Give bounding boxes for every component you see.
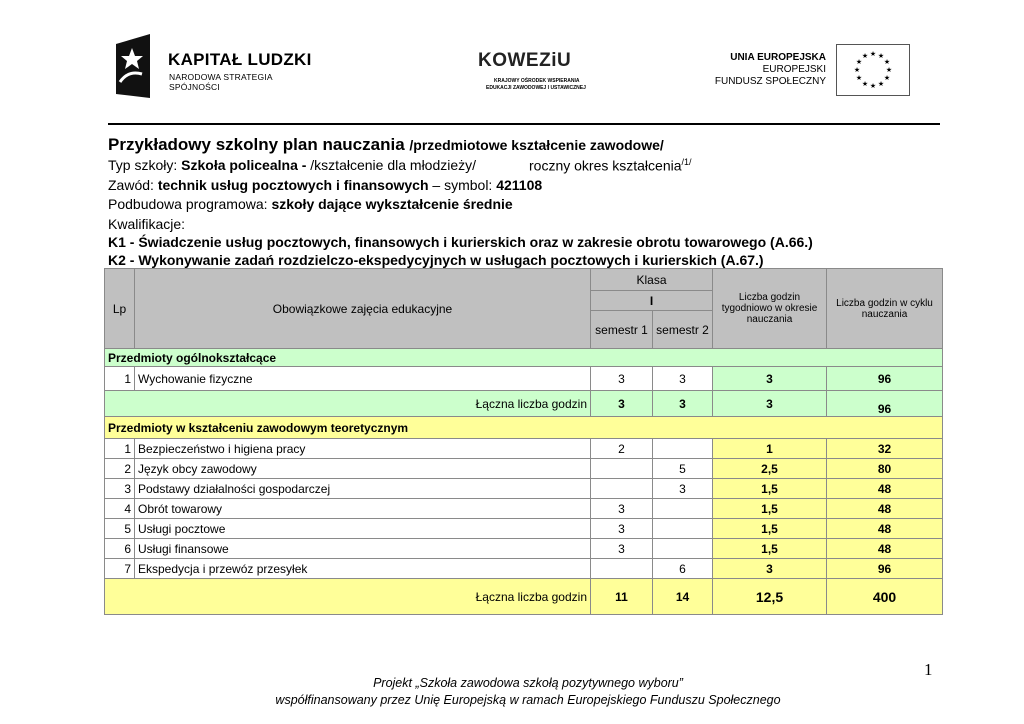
col-subjects-header: Obowiązkowe zajęcia edukacyjne [135, 269, 591, 349]
row-sem1: 3 [591, 367, 653, 391]
total-label: Łączna liczba godzin [105, 579, 591, 615]
col-klasa-header: Klasa [591, 269, 713, 291]
profession-line [108, 177, 542, 193]
svg-text:★: ★ [869, 50, 877, 58]
svg-text:★: ★ [883, 58, 891, 66]
total-sem2: 14 [653, 579, 713, 615]
row-lp: 1 [105, 367, 135, 391]
svg-text:★: ★ [855, 74, 863, 82]
row-sem1: 2 [591, 439, 653, 459]
period-label [529, 157, 692, 174]
row-cycle: 48 [827, 479, 943, 499]
col-lp-header: Lp [105, 269, 135, 349]
kapital-ludzki-logo [112, 34, 322, 100]
total-weekly: 12,5 [713, 579, 827, 615]
section-general-total [105, 391, 943, 417]
row-weekly: 1 [713, 439, 827, 459]
table-row [105, 519, 943, 539]
kapital-ludzki-title: KAPITAŁ LUDZKI [168, 50, 312, 69]
row-subject: Podstawy działalności gospodarczej [135, 479, 591, 499]
row-subject: Usługi finansowe [135, 539, 591, 559]
row-lp: 5 [105, 519, 135, 539]
row-cycle: 96 [827, 367, 943, 391]
footer-line-1: Projekt „Szkoła zawodowa szkołą pozytywnego wyboru” [373, 676, 683, 690]
basis-label: Podbudowa programowa: [108, 196, 268, 212]
col-sem1-header: semestr 1 [591, 311, 653, 349]
svg-text:★: ★ [853, 66, 861, 74]
total-sem1: 11 [591, 579, 653, 615]
row-sem2: 6 [653, 559, 713, 579]
svg-text:★: ★ [855, 58, 863, 66]
table-row [105, 559, 943, 579]
row-sem1 [591, 459, 653, 479]
row-sem2 [653, 499, 713, 519]
col-cycle-header: Liczba godzin w cyklu nauczania [827, 269, 943, 349]
qualifications-label: Kwalifikacje: [108, 216, 186, 232]
eu-line-1: UNIA EUROPEJSKA [730, 52, 826, 63]
row-lp: 3 [105, 479, 135, 499]
table-row [105, 367, 943, 391]
koweziu-subtitle-1: KRAJOWY OŚRODEK WSPIERANIA [494, 78, 580, 84]
koweziu-logo [478, 44, 593, 96]
type-label: Typ szkoły: [108, 157, 178, 173]
table-row [105, 539, 943, 559]
page-number: 1 [924, 660, 933, 679]
koweziu-subtitle-2: EDUKACJI ZAWODOWEJ I USTAWICZNEJ [486, 85, 586, 91]
koweziu-title: KOWEZiU [478, 50, 572, 71]
symbol-label: – symbol: [432, 177, 493, 193]
total-sem1: 3 [591, 391, 653, 417]
kapital-ludzki-emblem-icon [112, 34, 154, 98]
row-lp: 1 [105, 439, 135, 459]
row-sem1 [591, 479, 653, 499]
col-sem2-header: semestr 2 [653, 311, 713, 349]
row-weekly: 2,5 [713, 459, 827, 479]
row-sem2: 3 [653, 479, 713, 499]
row-weekly: 1,5 [713, 539, 827, 559]
profession-label: Zawód: [108, 177, 154, 193]
vocational-rows [105, 439, 943, 579]
row-cycle: 48 [827, 539, 943, 559]
section-vocational-total [105, 579, 943, 615]
eu-flag-icon [836, 44, 910, 96]
row-sem1 [591, 559, 653, 579]
row-subject: Język obcy zawodowy [135, 459, 591, 479]
profession-value: technik usług pocztowych i finansowych [157, 177, 429, 193]
row-cycle: 48 [827, 499, 943, 519]
table-row [105, 479, 943, 499]
eu-logo [712, 44, 912, 96]
row-weekly: 3 [713, 367, 827, 391]
row-subject: Ekspedycja i przewóz przesyłek [135, 559, 591, 579]
table-row [105, 499, 943, 519]
row-subject: Usługi pocztowe [135, 519, 591, 539]
col-class-header: I [591, 291, 713, 311]
table-row [105, 459, 943, 479]
row-weekly: 1,5 [713, 519, 827, 539]
col-weekly-header: Liczba godzin tygodniowo w okresie nauczania [713, 269, 827, 349]
row-lp: 6 [105, 539, 135, 559]
svg-text:★: ★ [883, 74, 891, 82]
svg-text:★: ★ [877, 52, 885, 60]
period-footnote: /1/ [681, 157, 692, 167]
footer-line-2: współfinansowany przez Unię Europejską w ramach Europejskiego Funduszu Społecznego [275, 693, 781, 707]
section-vocational-title: Przedmioty w kształceniu zawodowym teoretycznym [105, 417, 943, 439]
row-sem2 [653, 439, 713, 459]
row-weekly: 1,5 [713, 479, 827, 499]
row-cycle: 48 [827, 519, 943, 539]
period-text: roczny okres kształcenia [529, 157, 682, 174]
symbol-value: 421108 [496, 177, 543, 193]
row-weekly: 3 [713, 559, 827, 579]
row-sem1: 3 [591, 519, 653, 539]
row-sem2 [653, 519, 713, 539]
qualification-k1: K1 - Świadczenie usług pocztowych, finansowych i kurierskich oraz w zakresie obrotu towarowego (A.66.) [108, 234, 813, 250]
row-cycle: 32 [827, 439, 943, 459]
row-lp: 2 [105, 459, 135, 479]
svg-text:★: ★ [861, 52, 869, 60]
total-cycle: 96 [827, 391, 943, 417]
basis-value: szkoły dające wykształcenie średnie [271, 196, 513, 212]
school-type-line [108, 157, 476, 173]
header-divider [108, 123, 940, 125]
eu-line-2: EUROPEJSKI [762, 64, 826, 75]
type-note: /kształcenie dla młodzieży/ [310, 157, 477, 173]
row-sem2: 5 [653, 459, 713, 479]
title-suffix: /przedmiotowe kształcenie zawodowe/ [409, 137, 664, 153]
row-sem2 [653, 539, 713, 559]
row-subject: Wychowanie fizyczne [135, 367, 591, 391]
eu-line-3: FUNDUSZ SPOŁECZNY [714, 76, 826, 87]
page-title [108, 135, 664, 155]
kapital-ludzki-subtitle: NARODOWA STRATEGIA SPÓJNOŚCI [169, 72, 273, 92]
basis-line [108, 196, 513, 212]
row-lp: 7 [105, 559, 135, 579]
row-sem1: 3 [591, 499, 653, 519]
row-subject: Bezpieczeństwo i higiena pracy [135, 439, 591, 459]
total-weekly: 3 [713, 391, 827, 417]
section-general-title: Przedmioty ogólnokształcące [105, 349, 943, 367]
table-row [105, 439, 943, 459]
row-sem1: 3 [591, 539, 653, 559]
svg-text:★: ★ [885, 66, 893, 74]
row-weekly: 1,5 [713, 499, 827, 519]
title-main: Przykładowy szkolny plan nauczania [108, 135, 405, 154]
total-sem2: 3 [653, 391, 713, 417]
total-cycle: 400 [827, 579, 943, 615]
total-label: Łączna liczba godzin [105, 391, 591, 417]
row-lp: 4 [105, 499, 135, 519]
svg-text:★: ★ [861, 80, 869, 88]
row-cycle: 80 [827, 459, 943, 479]
row-cycle: 96 [827, 559, 943, 579]
curriculum-table [104, 268, 943, 615]
row-subject: Obrót towarowy [135, 499, 591, 519]
svg-text:★: ★ [869, 82, 877, 90]
row-sem2: 3 [653, 367, 713, 391]
svg-text:★: ★ [877, 80, 885, 88]
qualification-k2: K2 - Wykonywanie zadań rozdzielczo-ekspedycyjnych w usługach pocztowych i kurierskich (A.67.) [108, 252, 764, 268]
type-value: Szkoła policealna - [181, 157, 307, 173]
